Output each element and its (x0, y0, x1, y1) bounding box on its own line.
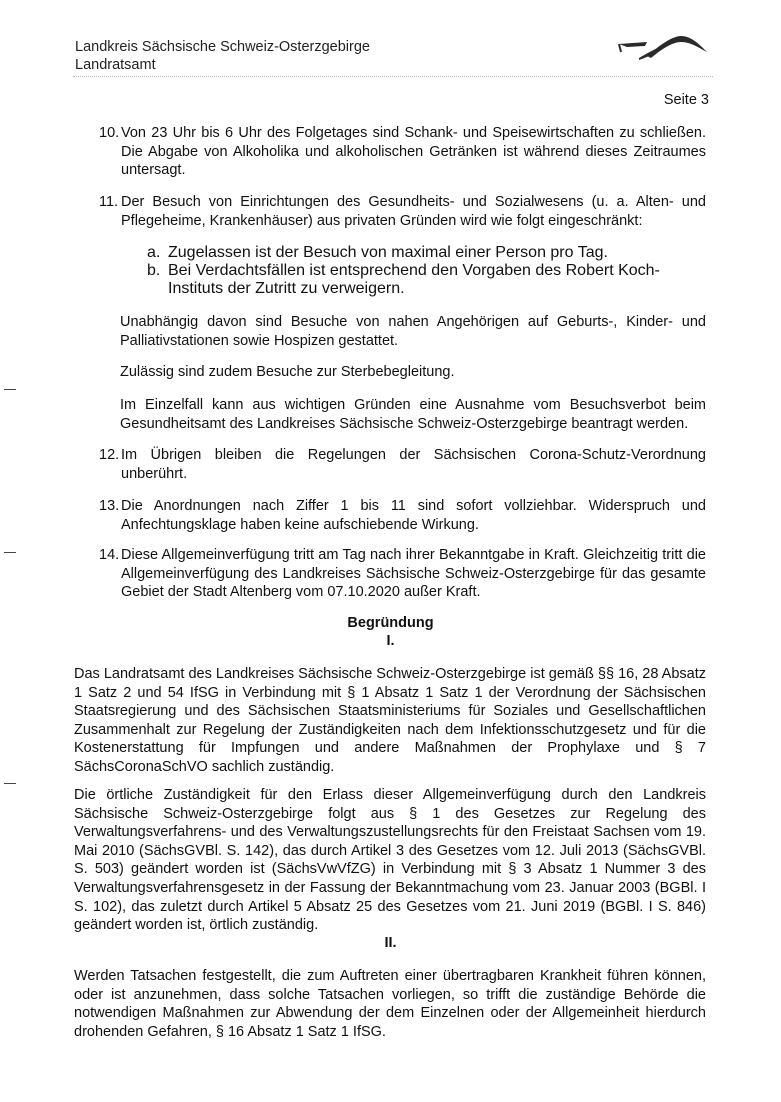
list-item-12 (99, 446, 706, 483)
list-item-number: 11. (99, 194, 119, 210)
list-item-text: Die Anordnungen nach Ziffer 1 bis 11 sind sofort vollziehbar. Widerspruch und Anfechtungsklage haben keine aufschiebende Wirkung. (121, 498, 706, 533)
sub-item-b (147, 262, 706, 298)
fold-mark (4, 552, 16, 553)
district-logo-icon (617, 30, 709, 70)
item-11-paragraph: Im Einzelfall kann aus wichtigen Gründen eine Ausnahme vom Besuchsverbot beim Gesundheitsamt des Landkreises Sächsische Schweiz-Osterzgebirge beantragt werden. (120, 397, 706, 432)
sub-item-letter: b. (147, 262, 161, 279)
sub-item-letter: a. (147, 244, 161, 261)
item-11-paragraph: Unabhängig davon sind Besuche von nahen Angehörigen auf Geburts-, Kinder- und Palliativstationen sowie Hospizen gestattet. (120, 314, 706, 349)
list-item-14 (99, 546, 706, 602)
list-item-text: Diese Allgemeinverfügung tritt am Tag nach ihrer Bekanntgabe in Kraft. Gleichzeitig tritt die Allgemeinverfügung des Landkreises Sächsische Schweiz-Osterzgebirge für das gesamte Gebiet der Stadt Altenberg vom 07.10.2020 außer Kraft. (121, 547, 706, 601)
reasoning-paragraph: Das Landratsamt des Landkreises Sächsische Schweiz-Osterzgebirge ist gemäß §§ 16, 28 Absatz 1 Satz 2 und 54 IfSG in Verbindung mit § 1 Absatz 1 Satz 1 der Verordnung der Sächsischen Staatsregierung und des Sächsischen Staatsministeriums für Soziales und Gesellschaftlichen Zusammenhalt zur Regelung der Zuständigkeiten nach dem Infektionsschutzgesetz und für die Kostenerstattung für Impfungen und andere Maßnahmen der Prophylaxe und § 7 SächsCoronaSchVO sachlich zuständig. (74, 666, 706, 775)
list-item-text: Der Besuch von Einrichtungen des Gesundheits- und Sozialwesens (u. a. Alten- und Pflegeheime, Krankenhäuser) aus privaten Gründen wird wie folgt eingeschränkt: (121, 194, 706, 229)
fold-mark (4, 389, 16, 390)
reasoning-paragraph: Die örtliche Zuständigkeit für den Erlass dieser Allgemeinverfügung durch den Landkreis Sächsische Schweiz-Osterzgebirge folgt aus § 1 des Gesetzes zur Regelung des Verwaltungsverfahrens- und des Verwaltungszustellungsrechts für den Freistaat Sachsen vom 19. Mai 2010 (SächsGVBl. S. 142), das durch Artikel 3 des Gesetzes vom 12. Juli 2013 (SächsGVBl. S. 503) geändert worden ist (SächsVwVfZG) in Verbindung mit § 3 Absatz 1 Nummer 3 des Verwaltungsverfahrensgesetz in der Fassung der Bekanntmachung vom 23. Januar 2003 (BGBl. I S. 102), das zuletzt durch Artikel 5 Absatz 25 des Gesetzes vom 21. Juni 2019 (BGBl. I S. 846) geändert worden ist, örtlich zuständig. (74, 787, 706, 934)
sub-item-a (147, 244, 706, 262)
sub-item-text: Zugelassen ist der Besuch von maximal einer Person pro Tag. (168, 244, 608, 261)
list-item-number: 12. (99, 447, 120, 463)
fold-mark (4, 783, 16, 784)
list-item-number: 13. (99, 498, 120, 514)
list-item-10 (99, 124, 706, 180)
page-number: Seite 3 (663, 92, 709, 108)
list-item-number: 14. (99, 547, 120, 563)
section-title: Begründung (347, 615, 434, 631)
section-number-2: II. (384, 935, 397, 951)
list-item-text: Im Übrigen bleiben die Regelungen der Sächsischen Corona-Schutz-Verordnung unberührt. (121, 447, 706, 482)
letterhead-district: Landkreis Sächsische Schweiz-Osterzgebirge (75, 39, 370, 55)
letterhead-rule (73, 76, 713, 77)
reasoning-paragraph: Werden Tatsachen festgestellt, die zum Auftreten einer übertragbaren Krankheit führen können, oder ist anzunehmen, dass solche Tatsachen vorliegen, so trifft die zuständige Behörde die notwendigen Maßnahmen zur Abwendung der dem Einzelnen oder der Allgemeinheit hierdurch drohenden Gefahren, § 16 Absatz 1 Satz 1 IfSG. (74, 968, 706, 1040)
item-11-paragraph: Zulässig sind zudem Besuche zur Sterbebegleitung. (120, 364, 455, 380)
letterhead-office: Landratsamt (75, 57, 156, 73)
list-item-text: Von 23 Uhr bis 6 Uhr des Folgetages sind Schank- und Speisewirtschaften zu schließen. Die Abgabe von Alkoholika und alkoholischen Getränken ist während dieses Zeitraumes untersagt. (121, 125, 706, 179)
list-item-11 (99, 193, 706, 230)
section-number-1: I. (386, 633, 395, 649)
list-item-number: 10. (99, 125, 120, 141)
sub-item-text: Bei Verdachtsfällen ist entsprechend den Vorgaben des Robert Koch-Instituts der Zutritt zu verweigern. (168, 262, 660, 297)
list-item-13 (99, 497, 706, 534)
